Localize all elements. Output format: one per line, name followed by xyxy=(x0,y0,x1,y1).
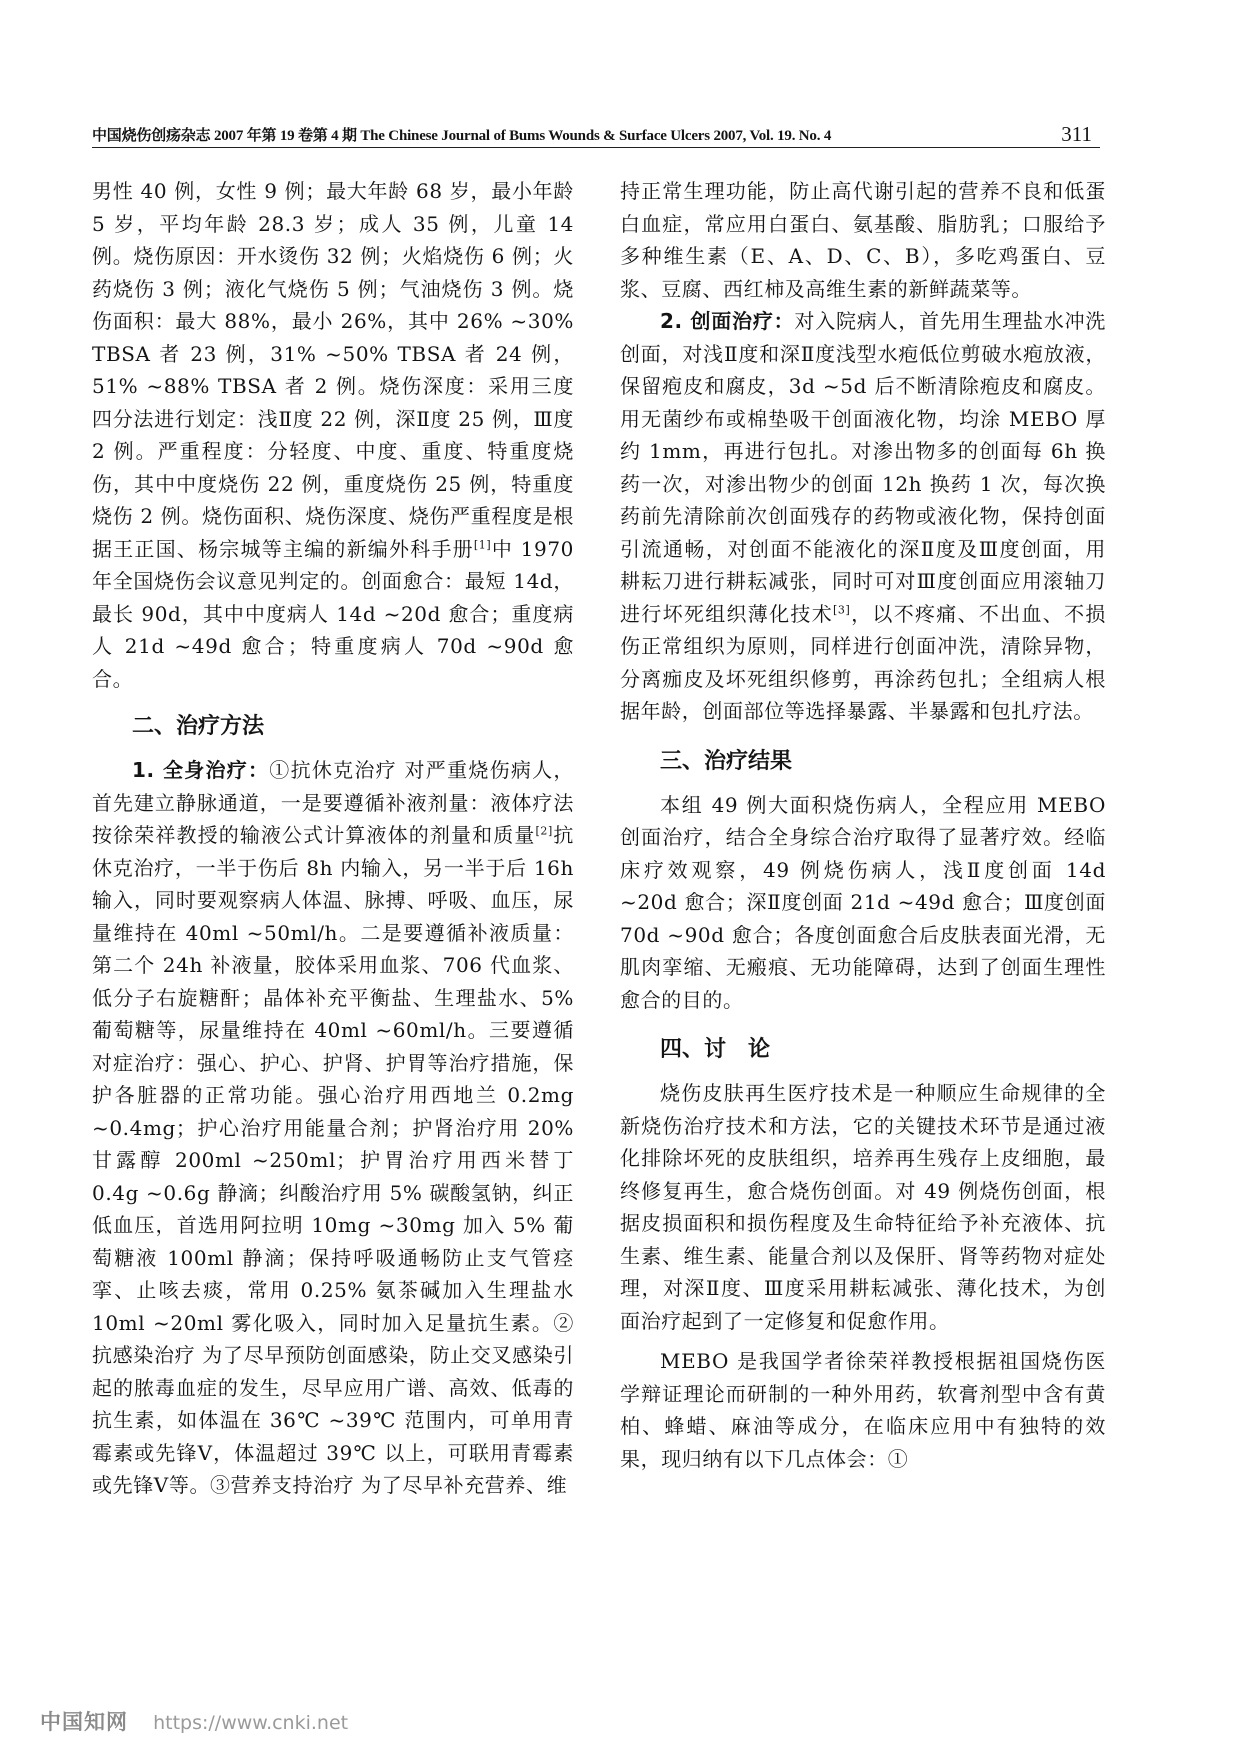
cnki-logo: 中国知网 xyxy=(40,1710,128,1734)
page-number: 311 xyxy=(1061,122,1092,146)
citation-3[interactable]: [3] xyxy=(833,602,851,616)
paragraph-wound-treatment: 2. 创面治疗：对入院病人，首先用生理盐水冲洗创面，对浅Ⅱ度和深Ⅱ度浅型水疱低位剪破水疱放液，保留疱皮和腐皮，3d ~5d 后不断清除疱皮和腐皮。用无菌纱布或棉垫吸干创面液化物，均涂 MEBO 厚约 1mm，再进行包扎。对渗出物多的创面每 6h 换药一次，对渗出物少的创面 12h 换药 1 次，每次换药前先清除前次创面残存的药物或液化物，保持创面引流通畅，对创面不能液化的深Ⅱ度及Ⅲ度创面，用耕耘刀进行耕耘减张，同时可对Ⅲ度创面应用滚轴刀进行坏死组织薄化技术[3]，以不疼痛、不出血、不损伤正常组织为原则，同样进行创面冲洗，清除异物，分离痂皮及坏死组织修剪，再涂药包扎；全组病人根据年龄，创面部位等选择暴露、半暴露和包扎疗法。 xyxy=(620,309,1107,723)
left-column xyxy=(92,175,574,1502)
section-heading-methods: 二、治疗方法 xyxy=(132,714,265,739)
right-column xyxy=(620,175,1106,1475)
paragraph-patient-data: 男性 40 例，女性 9 例；最大年龄 68 岁，最小年龄 5 岁，平均年龄 28.3 岁；成人 35 例，儿童 14 例。烧伤原因：开水烫伤 32 例；火焰烧伤 6 例；火药烧伤 3 例；液化气烧伤 5 例；气油烧伤 3 例。烧伤面积：最大 88%，最小 26%，其中 26% ~30% TBSA 者 23 例，31% ~50% TBSA 者 24 例，51% ~88% TBSA 者 2 例。烧伤深度：采用三度四分法进行划定：浅Ⅱ度 22 例，深Ⅱ度 25 例，Ⅲ度 2 例。严重程度：分轻度、中度、重度、特重度烧伤，其中中度烧伤 22 例，重度烧伤 25 例，特重度烧伤 2 例。烧伤面积、烧伤深度、烧伤严重程度是根据王正国、杨宗城等主编的新编外科手册[1]中 1970 年全国烧伤会议意见判定的。创面愈合：最短 14d，最长 90d，其中中度病人 14d ~20d 愈合；重度病人 21d ~49d 愈合；特重度病人 70d ~90d 愈合。 xyxy=(92,179,574,691)
subheading-systemic: 1. 全身治疗： xyxy=(132,758,270,782)
journal-header: 中国烧伤创疡杂志 2007 年第 19 卷第 4 期 The Chinese Journal of Bums Wounds & Surface Ulcers 2007, Vol. 19. No. 4 xyxy=(92,128,832,144)
paragraph-nutrition: 持正常生理功能，防止高代谢引起的营养不良和低蛋白血症，常应用白蛋白、氨基酸、脂肪乳；口服给予多种维生素（E、A、D、C、B），多吃鸡蛋白、豆浆、豆腐、西红柿及高维生素的新鲜蔬菜等。 xyxy=(620,179,1106,301)
section-heading-discussion: 四、讨 论 xyxy=(660,1037,771,1062)
paragraph-systemic-treatment: 1. 全身治疗：①抗休克治疗 对严重烧伤病人，首先建立静脉通道，一是要遵循补液剂量：液体疗法按徐荣祥教授的输液公式计算液体的剂量和质量[2]抗休克治疗，一半于伤后 8h 内输入，另一半于后 16h 输入，同时要观察病人体温、脉搏、呼吸、血压，尿量维持在 40ml ~50ml/h。二是要遵循补液质量：第二个 24h 补液量，胶体采用血浆、706 代血浆、低分子右旋糖酐；晶体补充平衡盐、生理盐水、5% 葡萄糖等，尿量维持在 40ml ~60ml/h。三要遵循对症治疗：强心、护心、护肾、护胃等治疗措施，保护各脏器的正常功能。强心治疗用西地兰 0.2mg ~0.4mg；护心治疗用能量合剂；护肾治疗用 20% 甘露醇 200ml ~250ml；护胃治疗用西米替丁 0.4g ~0.6g 静滴；纠酸治疗用 5% 碳酸氢钠，纠正低血压，首选用阿拉明 10mg ~30mg 加入 5% 葡萄糖液 100ml 静滴；保持呼吸通畅防止支气管痉挛、止咳去痰，常用 0.25% 氨茶碱加入生理盐水 10ml ~20ml 雾化吸入，同时加入足量抗生素。②抗感染治疗 为了尽早预防创面感染，防止交叉感染引起的脓毒血症的发生，尽早应用广谱、高效、低毒的抗生素，如体温在 36℃ ~39℃ 范围内，可单用青霉素或先锋Ⅴ，体温超过 39℃ 以上，可联用青霉素或先锋Ⅴ等。③营养支持治疗 为了尽早补充营养、维 xyxy=(92,758,575,1497)
subheading-wound: 2. 创面治疗： xyxy=(660,309,795,333)
section-heading-results: 三、治疗结果 xyxy=(660,748,793,774)
citation-1[interactable]: [1] xyxy=(473,537,492,551)
watermark-footer xyxy=(40,1706,348,1736)
citation-2[interactable]: [2] xyxy=(535,824,553,838)
paragraph-discussion-2: MEBO 是我国学者徐荣祥教授根据祖国烧伤医学辩证理论而研制的一种外用药，软膏剂型中含有黄柏、蜂蜡、麻油等成分，在临床应用中有独特的效果，现归纳有以下几点体会：① xyxy=(620,1349,1106,1471)
header-rule xyxy=(92,147,1100,148)
paragraph-discussion-1: 烧伤皮肤再生医疗技术是一种顺应生命规律的全新烧伤治疗技术和方法，它的关键技术环节是通过液化排除坏死的皮肤组织，培养再生残存上皮细胞，最终修复再生，愈合烧伤创面。对 49 例烧伤创面，根据皮损面积和损伤程度及生命特征给予补充液体、抗生素、维生素、能量合剂以及保肝、肾等药物对症处理，对深Ⅱ度、Ⅲ度采用耕耘减张、薄化技术，为创面治疗起到了一定修复和促愈作用。 xyxy=(620,1081,1106,1333)
paragraph-results: 本组 49 例大面积烧伤病人，全程应用 MEBO 创面治疗，结合全身综合治疗取得了显著疗效。经临床疗效观察，49 例烧伤病人，浅Ⅱ度创面 14d ~20d 愈合；深Ⅱ度创面 21d ~49d 愈合；Ⅲ度创面 70d ~90d 愈合；各度创面愈合后皮肤表面光滑，无肌肉挛缩、无瘢痕、无功能障碍，达到了创面生理性愈合的目的。 xyxy=(620,792,1106,1012)
cnki-url[interactable]: https://www.cnki.net xyxy=(153,1712,349,1734)
